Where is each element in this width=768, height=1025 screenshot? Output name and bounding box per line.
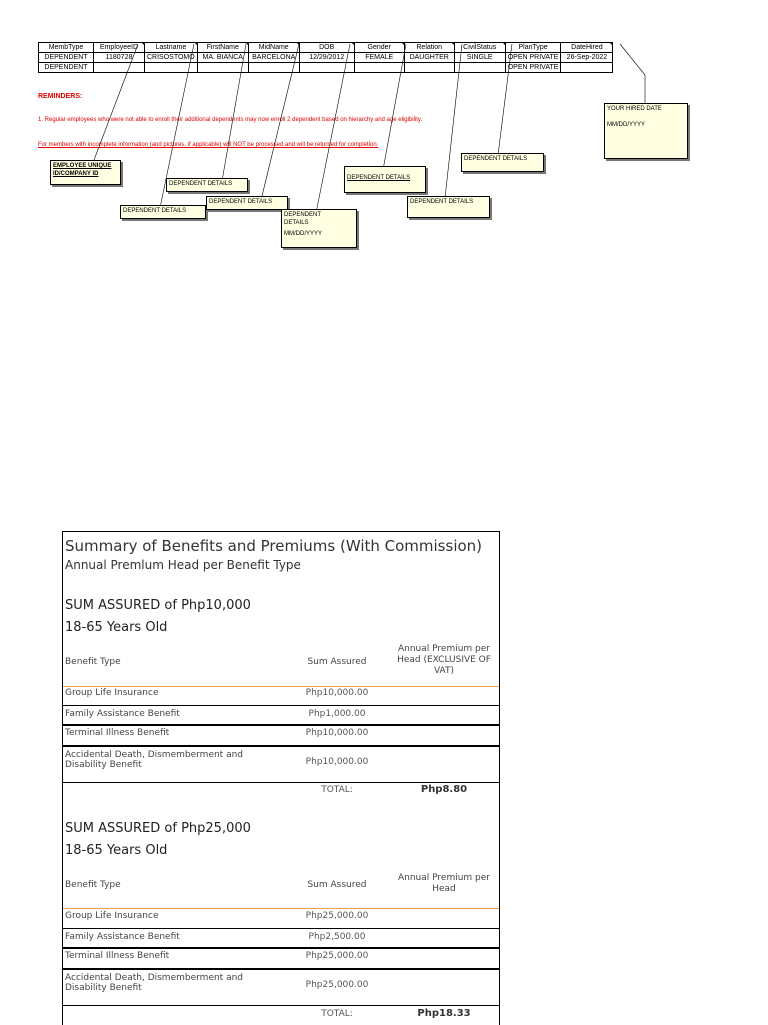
comment-text: DEPENDENT DETAILS bbox=[410, 199, 474, 205]
total-label: TOTAL: bbox=[321, 1009, 353, 1019]
comment-text: DEPENDENT DETAILS bbox=[284, 212, 321, 226]
table-cell[interactable] bbox=[454, 63, 505, 73]
header-plantype: PlanType bbox=[505, 43, 561, 53]
row-divider bbox=[63, 745, 499, 747]
comment-marker-icon bbox=[609, 42, 613, 46]
comment-employee-id bbox=[50, 160, 121, 185]
table-cell[interactable] bbox=[354, 63, 404, 73]
row-divider bbox=[63, 705, 499, 706]
section-1-heading: SUM ASSURED of Php10,000 bbox=[65, 598, 251, 613]
header-midname: MidName bbox=[248, 43, 299, 53]
header-datehired: DateHired bbox=[561, 43, 613, 53]
comment-date-format: MM/DD/YYYY bbox=[284, 231, 323, 237]
header-firstname: FirstName bbox=[197, 43, 248, 53]
table-header-row bbox=[39, 43, 613, 53]
comment-text: DEPENDENT DETAILS bbox=[347, 175, 411, 181]
table-cell[interactable]: OPEN PRIVATE bbox=[505, 63, 561, 73]
row-divider bbox=[63, 724, 499, 726]
header-lastname: Lastname bbox=[145, 43, 198, 53]
header-employeeid: EmployeeID bbox=[94, 43, 145, 53]
total-value: Php18.33 bbox=[417, 1008, 471, 1019]
row-divider bbox=[63, 968, 499, 970]
comment-dependent-relation bbox=[407, 196, 490, 218]
table-cell[interactable]: 1180728 bbox=[94, 53, 145, 63]
table-cell[interactable]: MA. BIANCA bbox=[197, 53, 248, 63]
table-row bbox=[39, 63, 613, 73]
header-civilstatus: CivilStatus bbox=[454, 43, 505, 53]
table-cell[interactable]: CRISOSTOMO bbox=[145, 53, 198, 63]
table-cell[interactable] bbox=[94, 63, 145, 73]
row-divider bbox=[63, 782, 499, 783]
table-cell[interactable]: SINGLE bbox=[454, 53, 505, 63]
benefit-amount: Php10,000.00 bbox=[305, 688, 369, 698]
benefit-name: Group Life Insurance bbox=[65, 688, 159, 698]
benefit-amount: Php25,000.00 bbox=[305, 980, 369, 990]
comment-text: DEPENDENT DETAILS bbox=[169, 181, 233, 187]
header-relation: Relation bbox=[404, 43, 454, 53]
table-cell[interactable] bbox=[561, 63, 613, 73]
row-divider bbox=[63, 1005, 499, 1006]
row-divider bbox=[63, 928, 499, 929]
benefit-name: Family Assistance Benefit bbox=[65, 932, 180, 942]
comment-dependent-lastname bbox=[120, 205, 206, 219]
benefit-name: Accidental Death, Dismemberment and Disability Benefit bbox=[65, 750, 244, 770]
table-cell[interactable]: 12/29/2012 bbox=[299, 53, 354, 63]
benefit-name: Accidental Death, Dismemberment and Disability Benefit bbox=[65, 973, 244, 993]
table-cell[interactable]: 26-Sep-2022 bbox=[561, 53, 613, 63]
table-cell[interactable]: BARCELONA bbox=[248, 53, 299, 63]
table-cell[interactable] bbox=[197, 63, 248, 73]
benefit-amount: Php1,000.00 bbox=[308, 709, 366, 719]
comment-text: DEPENDENT DETAILS bbox=[123, 208, 187, 214]
comment-dependent-firstname bbox=[166, 178, 248, 192]
comment-text: DEPENDENT DETAILS bbox=[464, 156, 528, 162]
col-sum-assured: Sum Assured bbox=[307, 880, 367, 890]
comment-text: EMPLOYEE UNIQUE ID/COMPANY ID bbox=[53, 163, 112, 177]
benefit-amount: Php10,000.00 bbox=[305, 728, 369, 738]
benefit-amount: Php25,000.00 bbox=[305, 911, 369, 921]
header-dob: DOB bbox=[299, 43, 354, 53]
header-divider bbox=[63, 908, 499, 909]
section-2-age-range: 18-65 Years Old bbox=[65, 843, 168, 858]
benefit-name: Family Assistance Benefit bbox=[65, 709, 180, 719]
comment-text: DEPENDENT DETAILS bbox=[209, 199, 273, 205]
summary-subtitle: Annual Premlum Head per Benefit Type bbox=[65, 558, 301, 572]
comment-dependent-gender bbox=[344, 166, 426, 193]
comment-text: YOUR HIRED DATE bbox=[607, 106, 662, 112]
header-gender: Gender bbox=[354, 43, 404, 53]
section-1-age-range: 18-65 Years Old bbox=[65, 620, 168, 635]
summary-title: Summary of Benefits and Premiums (With Commission) bbox=[65, 537, 483, 555]
benefit-name: Terminal Illness Benefit bbox=[65, 728, 170, 738]
header-divider bbox=[63, 686, 499, 687]
col-sum-assured: Sum Assured bbox=[307, 657, 367, 667]
comment-hired-date bbox=[604, 103, 688, 159]
comment-dependent-civilstatus bbox=[461, 153, 544, 172]
section-2-heading: SUM ASSURED of Php25,000 bbox=[65, 821, 251, 836]
table-cell[interactable] bbox=[145, 63, 198, 73]
benefit-amount: Php25,000.00 bbox=[305, 951, 369, 961]
header-membtype: MembType bbox=[39, 43, 94, 53]
table-cell[interactable]: OPEN PRIVATE bbox=[505, 53, 561, 63]
col-annual-premium: Annual Premium per Head bbox=[397, 873, 490, 894]
leader-line bbox=[620, 44, 645, 75]
table-cell[interactable]: FEMALE bbox=[354, 53, 404, 63]
benefit-name: Group Life Insurance bbox=[65, 911, 159, 921]
table-row bbox=[39, 53, 613, 63]
benefit-amount: Php10,000.00 bbox=[305, 757, 369, 767]
table-cell[interactable]: DEPENDENT bbox=[39, 53, 94, 63]
benefits-summary bbox=[62, 531, 500, 1025]
comment-date-format: MM/DD/YYYY bbox=[607, 122, 646, 128]
reminder-item-1: 1. Regular employees who were not able to enroll their additional dependents may now enroll 2 dependent based on hierarchy and age eligibility. bbox=[38, 117, 423, 123]
table-cell[interactable]: DEPENDENT bbox=[39, 63, 94, 73]
comment-dependent-midname bbox=[206, 196, 288, 210]
table-cell[interactable]: DAUGHTER bbox=[404, 53, 454, 63]
row-divider bbox=[63, 947, 499, 949]
col-benefit-type: Benefit Type bbox=[65, 657, 121, 667]
enrollment-table bbox=[38, 42, 613, 73]
benefit-amount: Php2,500.00 bbox=[308, 932, 366, 942]
reminder-item-2: For members with incomplete information (and pictures, if applicable) will NOT be processed and will be returned for completion. bbox=[38, 142, 379, 148]
benefit-name: Terminal Illness Benefit bbox=[65, 951, 170, 961]
total-value: Php8.80 bbox=[420, 784, 468, 795]
reminders-title: REMINDERS: bbox=[38, 93, 83, 100]
comment-dependent-dob bbox=[281, 209, 357, 248]
table-cell[interactable] bbox=[248, 63, 299, 73]
table-cell[interactable] bbox=[299, 63, 354, 73]
total-label: TOTAL: bbox=[321, 785, 353, 795]
table-cell[interactable] bbox=[404, 63, 454, 73]
col-benefit-type: Benefit Type bbox=[65, 880, 121, 890]
col-annual-premium: Annual Premium per Head (EXCLUSIVE OF VAT) bbox=[397, 644, 491, 676]
